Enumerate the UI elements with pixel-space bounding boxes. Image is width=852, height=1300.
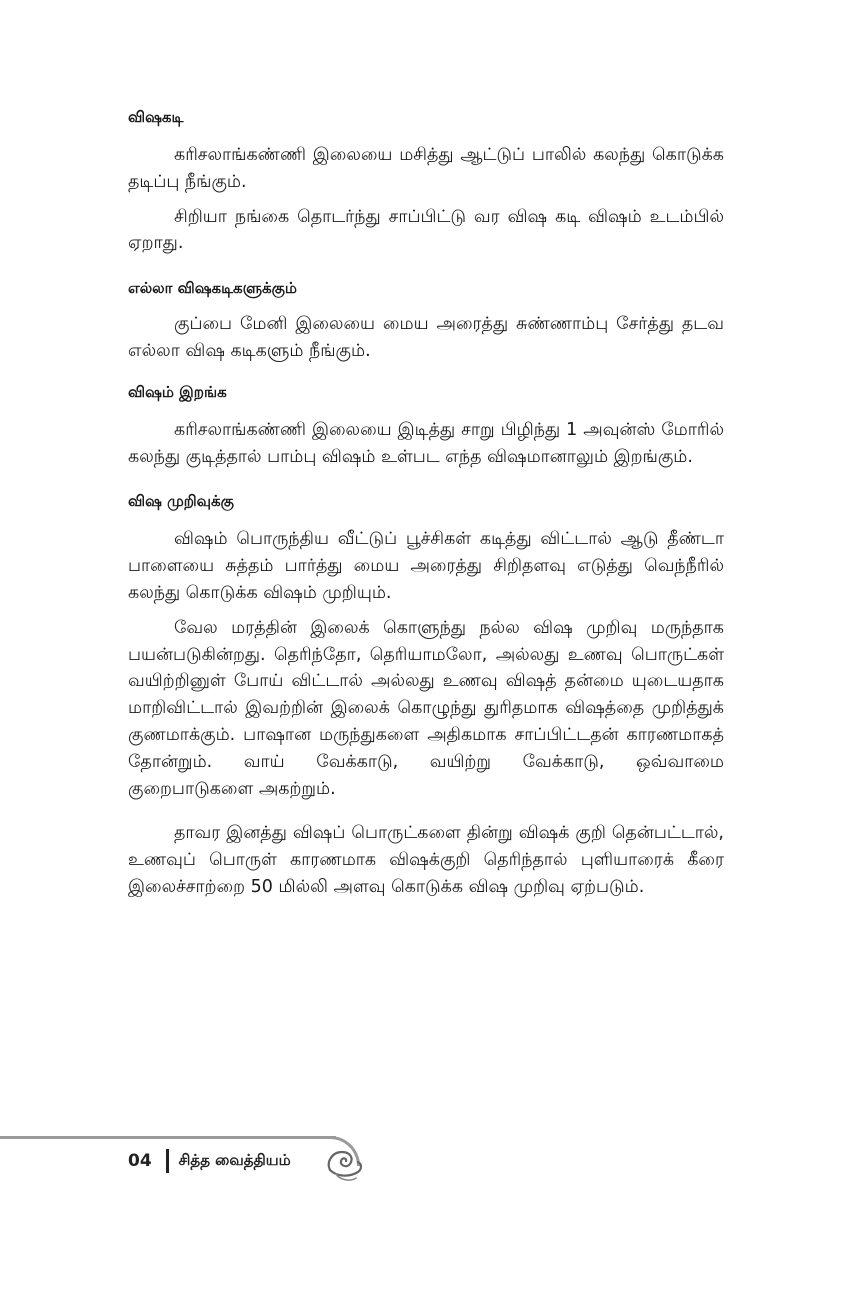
section-heading-antidote: விஷ முறிவுக்கு — [128, 492, 234, 511]
book-title: சித்த வைத்தியம் — [178, 1151, 291, 1169]
page-body — [128, 106, 724, 901]
swirl-ornament-icon — [322, 1140, 366, 1184]
page-number: 04 — [128, 1151, 152, 1171]
paragraph: தாவர இனத்து விஷப் பொருட்களை தின்று விஷக் குறி தென்பட்டால், உணவுப் பொருள் காரணமாக விஷக்குறி தெரிந்தால் புளியாரைக் கீரை இலைச்சாற்றை 50 மில்லி அளவு கொடுக்க விஷ முறிவு ஏற்படும். — [128, 823, 724, 897]
footer-divider — [166, 1149, 169, 1173]
paragraph: விஷம் பொருந்திய வீட்டுப் பூச்சிகள் கடித்து விட்டால் ஆடு தீண்டா பாளையை சுத்தம் பார்த்து மைய அரைத்து சிறிதளவு எடுத்து வெந்நீரில் கலந்து கொடுக்க விஷம் முறியும். — [128, 529, 724, 603]
section-heading-poison-bite: விஷகடி — [128, 108, 184, 126]
paragraph: கரிசலாங்கண்ணி இலையை இடித்து சாறு பிழிந்து 1 அவுன்ஸ் மோரில் கலந்து குடித்தால் பாம்பு விஷம் உள்பட எந்த விஷமானாலும் இறங்கும். — [128, 419, 724, 467]
page-footer — [128, 1148, 291, 1174]
paragraph: கரிசலாங்கண்ணி இலையை மசித்து ஆட்டுப் பாலில் கலந்து கொடுக்க தடிப்பு நீங்கும். — [128, 145, 724, 192]
section-heading-all-poison-bites: எல்லா விஷகடிகளுக்கும் — [128, 279, 297, 298]
paragraph: குப்பை மேனி இலையை மைய அரைத்து சுண்ணாம்பு சேர்த்து தடவ எல்லா விஷ கடிகளும் நீங்கும். — [128, 314, 724, 361]
paragraph: சிறியா நங்கை தொடர்ந்து சாப்பிட்டு வர விஷ கடி விஷம் உடம்பில் ஏறாது. — [128, 206, 724, 254]
section-heading-poison-descend: விஷம் இறங்க — [128, 382, 227, 401]
paragraph: வேல மரத்தின் இலைக் கொளுந்து நல்ல விஷ முறிவு மருந்தாக பயன்படுகின்றது. தெரிந்தோ, தெரியாமலோ, அல்லது உணவு பொருட்கள் வயிற்றினுள் போய் விட்டால் அல்லது உணவு விஷத் தன்மை யுடையதாக மாறிவிட்டால் இவற்றின் இலைக் கொழுந்து துரிதமாக விஷத்தை முறித்துக் குணமாக்கும். பாஷான மருந்துகளை அதிகமாக சாப்பிட்டதன் காரணமாகத் தோன்றும். வாய் வேக்காடு, வயிற்று வேக்காடு, ஒவ்வாமை குறைபாடுகளை அகற்றும். — [128, 617, 724, 799]
footer-rule — [0, 1136, 336, 1139]
